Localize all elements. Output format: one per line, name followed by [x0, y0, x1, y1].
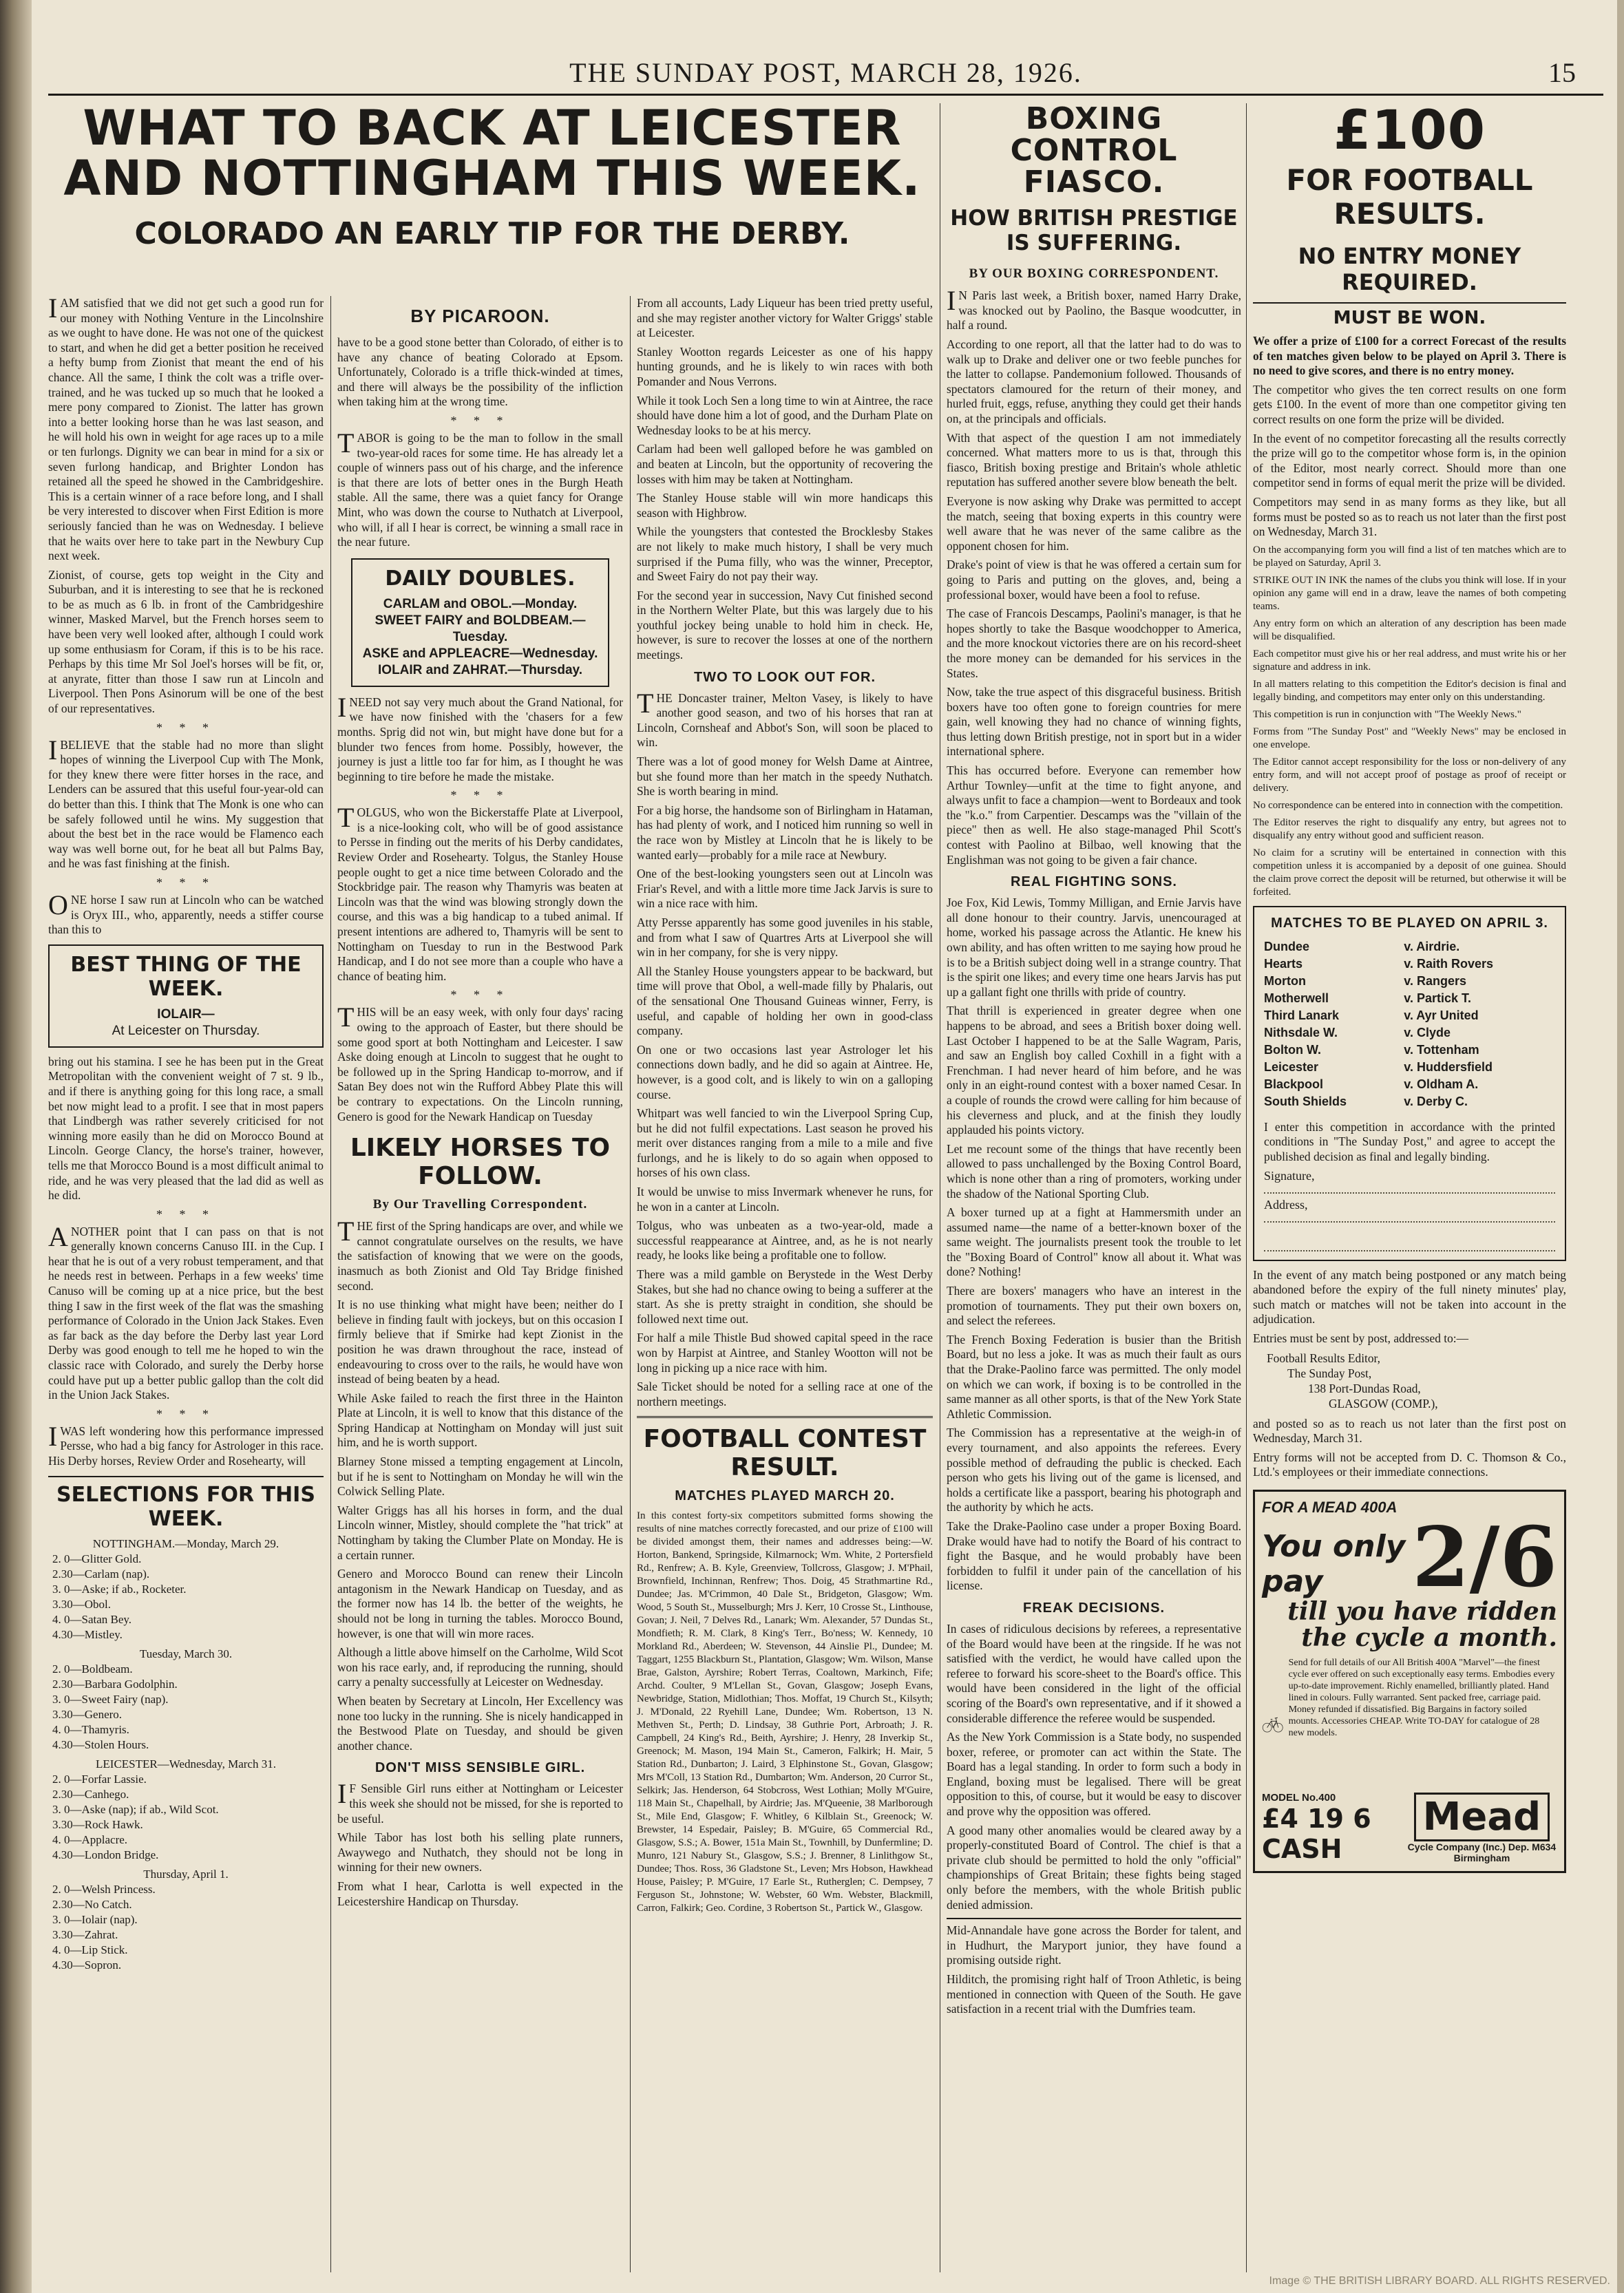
racing-para: While Tabor has lost both his selling plate runners, Awaywego and Nuthatch, they should not be long in winning for their new owners.: [337, 1830, 623, 1874]
prize-rule: Any entry form on which an alteration of any description has been made will be disqualified.: [1253, 617, 1566, 642]
racing-para: Sale Ticket should be noted for a selling race at one of the northern meetings.: [637, 1380, 933, 1408]
prize-rule: The Editor cannot accept responsibility for the loss or non-delivery of any entry form, and will not accept proof of postage as proof of receipt or delivery.: [1253, 756, 1566, 794]
racing-para: While the youngsters that contested the Brocklesby Stakes are not likely to make much history, I shall be very much surprised if the Puma filly, who was the winner, Preceptor, and Sweet Fairy do not pay their way.: [637, 525, 933, 584]
selection-item: 3. 0—Iolair (nap).: [52, 1912, 138, 1926]
selections-list: [48, 1536, 324, 1973]
signature-label: Signature,: [1264, 1168, 1315, 1183]
prize-rule: This competition is run in conjunction with "The Weekly News.": [1253, 708, 1521, 720]
racing-para: There was a lot of good money for Welsh Dame at Aintree, but she found more than her match in the speedy Nuthatch. She is worth bearing in mind.: [637, 754, 933, 799]
ad-cash-price: £4 19 6 CASH: [1262, 1803, 1371, 1864]
match-row[interactable]: [1264, 973, 1555, 990]
match-home-team[interactable]: Dundee: [1264, 939, 1310, 953]
dont-miss-title: DON'T MISS SENSIBLE GIRL.: [375, 1760, 586, 1776]
ad-body: Send for full details of our All British 400A "Marvel"—the finest cycle ever offered on such exceptionally easy terms. Embodies every up-to-date improvement. Richly enamelled, brilliantly plated. Hand lined in colours. Fully warranted. Sent packed free, carriage paid. Money refunded if dissatisfied. Big Bargains in factory soiled mounts. Accessories CHEAP. Write TO-DAY for catalogue of 28 new models.: [1288, 1657, 1555, 1738]
boxing-para: The French Boxing Federation is busier than the British Board, but no less a joke. It was as much their fault as ours that the Drake-Paolino farce was permitted. The only model on which we can work, if boxing is to be controlled in the same manner as all other sports, is that of the New York State Athletic Commission.: [947, 1332, 1241, 1421]
selection-item: 4.30—Sopron.: [52, 1958, 122, 1972]
prize-rule: Each competitor must give his or her real address, and must write his or her signature and address in ink.: [1253, 648, 1566, 673]
selection-day: Thursday, April 1.: [143, 1867, 229, 1881]
divider: [1253, 302, 1566, 304]
racing-para: Stanley Wootton regards Leicester as one of his happy hunting grounds, and he is likely to win races with both Pomander and Nous Verrons.: [637, 344, 933, 388]
page-right-edge: [1617, 0, 1624, 2293]
racing-headline: WHAT TO BACK AT LEICESTER AND NOTTINGHAM THIS WEEK.: [63, 100, 921, 207]
prize-para: In the event of no competitor forecasting all the results correctly the prize will go to the competitor whose form is, in the opinion of the Editor, most nearly correct. Should more than one competitor send in forms of equal merit the prize will be divided.: [1253, 431, 1566, 490]
column-rule: [630, 296, 631, 2272]
column-rule: [1246, 103, 1247, 2272]
racing-para: THIS will be an easy week, with only four days' racing owing to the approach of Easter, but there should be some good sport at both Nottingham and Leicester. I saw Aske doing enough at Lincoln to suggest that he ought to be followed up in the Spring Handicap to-morrow, and if Satan Bey does not win the Rufford Abbey Plate this will be contrary to expectations. On the Lincoln running, Genero is good for the Newark Handicap on Tuesday: [337, 1002, 623, 1123]
match-row[interactable]: [1264, 1042, 1555, 1059]
best-thing-where: At Leicester on Thursday.: [112, 1023, 260, 1038]
ad-footer: [1262, 1792, 1557, 1864]
match-home-team[interactable]: Leicester: [1264, 1059, 1319, 1074]
selections-box: [48, 1476, 324, 1978]
boxing-byline: BY OUR BOXING CORRESPONDENT.: [969, 266, 1219, 282]
racing-para: Blarney Stone missed a tempting engagement at Lincoln, but if he is sent to Nottingham on Monday he will win the Colwick Selling Plate.: [337, 1455, 623, 1499]
match-row[interactable]: [1264, 1007, 1555, 1024]
employees-text: Entry forms will not be accepted from D. C. Thomson & Co., Ltd.'s employees or their immediate connections.: [1253, 1450, 1566, 1479]
address-field-line-2[interactable]: [1264, 1227, 1555, 1251]
selection-day: LEICESTER—Wednesday, March 31.: [96, 1757, 276, 1771]
ad-brand: Mead: [1414, 1793, 1550, 1841]
match-row[interactable]: [1264, 1059, 1555, 1076]
match-away-team[interactable]: v. Rangers: [1404, 973, 1466, 988]
football-contest-block: [637, 1416, 933, 1915]
section-stars: * * *: [450, 413, 510, 427]
likely-horses-title: LIKELY HORSES TO FOLLOW.: [350, 1134, 611, 1191]
boxing-para: There are boxers' managers who have an interest in the promotion of tournaments. They put their own boxers on, and select the referees.: [947, 1284, 1241, 1328]
selection-item: 2. 0—Forfar Lassie.: [52, 1772, 147, 1786]
mead-cycle-ad: [1253, 1490, 1566, 1873]
selection-item: 4.30—London Bridge.: [52, 1848, 159, 1861]
daily-double-line: SWEET FAIRY and BOLDBEAM.—Tuesday.: [375, 613, 586, 644]
racing-para: While Aske failed to reach the first three in the Hainton Plate at Lincoln, it is well to know that this distance of the Spring Handicap at Nottingham on Monday will just suit him, and he is worth support.: [337, 1391, 623, 1450]
racing-para: The Stanley House stable will win more handicaps this season with Highbrow.: [637, 491, 933, 520]
prize-rule: In all matters relating to this competition the Editor's decision is final and legally binding, and competitors may enter only on this understanding.: [1253, 678, 1566, 703]
bicycle-icon: [1262, 1657, 1283, 1788]
racing-para: There was a mild gamble on Berystede in the West Derby Stakes, but she had no chance owing to being a sufferer at the start. As she is pretty straight in condition, she should be followed next time out.: [637, 1267, 933, 1326]
racing-para: When beaten by Secretary at Lincoln, Her Excellency was none too lucky in the running. She is nicely handicapped in the Bestwood Plate on Tuesday, and should be given another chance.: [337, 1693, 623, 1753]
boxing-headline: BOXING CONTROL FIASCO.: [1010, 103, 1178, 200]
page-binding-edge: [0, 0, 32, 2293]
agree-text: I enter this competition in accordance with the printed conditions in "The Sunday Post," and agree to accept the published decision as final and legally binding.: [1264, 1119, 1555, 1164]
column-1: [48, 296, 324, 2272]
selection-item: 4. 0—Satan Bey.: [52, 1612, 132, 1626]
racing-para: THE first of the Spring handicaps are over, and while we cannot congratulate ourselves on the results, we have the satisfaction of knowing that we were on the goods, inasmuch as both Zionist and Old Tay Bridge finished second.: [337, 1216, 623, 1293]
racing-para: TOLGUS, who won the Bickerstaffe Plate at Liverpool, is a nice-looking colt, who will be of good assistance to Persse in finding out the merits of his Derby candidates, Review Order and Rosehearty. Tolgus, the Stanley House people ought to get a nice time between Colorado and the Stockbridge pair. The reason why Thamyris was beaten at Lincoln was that the wind was blowing strongly down the course, and this was a big handicap to a tubed animal. If present intentions are adhered to, Thamyris will be sent to Nottingham on Tuesday to run in the Bestwood Park Handicap, and I do not see more than a couple who have a chance of beating him.: [337, 802, 623, 983]
prize-para: The competitor who gives the ten correct results on one form gets £100. In the event of more than one competitor giving ten correct results on one form the prize will be divided.: [1253, 382, 1566, 427]
selection-item: 2. 0—Boldbeam.: [52, 1662, 133, 1676]
daily-double-line: ASKE and APPLEACRE—Wednesday.: [362, 646, 598, 661]
racing-para: Although a little above himself on the Carholme, Wild Scot won his race early, and, if reproducing the running, should carry a penalty successfully at Leicester on Wednesday.: [337, 1645, 623, 1689]
match-row[interactable]: [1264, 1093, 1555, 1110]
address-block: [1267, 1351, 1566, 1411]
daily-double-line: IOLAIR and ZAHRAT.—Thursday.: [378, 662, 582, 677]
selection-item: 3. 0—Aske; if ab., Rocketer.: [52, 1582, 187, 1596]
football-contest-subtitle: MATCHES PLAYED MARCH 20.: [675, 1488, 895, 1504]
matches-title: MATCHES TO BE PLAYED ON APRIL 3.: [1271, 915, 1548, 931]
prize-rules: [1253, 544, 1566, 899]
match-away-team[interactable]: v. Derby C.: [1404, 1094, 1468, 1108]
racing-headline-block: [48, 100, 936, 251]
must-be-won: MUST BE WON.: [1333, 308, 1486, 329]
selection-item: 4. 0—Lip Stick.: [52, 1943, 128, 1956]
match-row[interactable]: [1264, 990, 1555, 1007]
prize-rule: No claim for a scrutiny will be entertained in connection with this competition unless it is accompanied by a deposit of one guinea. Should the claim prove correct the deposit will be returned, but otherwise it will be forfeited.: [1253, 847, 1566, 898]
football-para: Mid-Annandale have gone across the Border for talent, and in Hudhurt, the Maryport junior, they have found a promising outside right.: [947, 1923, 1241, 1967]
ad-till: till you have ridden the cycle a month.: [1287, 1596, 1557, 1652]
boxing-para: A good many other anomalies would be cleared away by a properly-constituted Board of Control. The chief is that a private club should be permitted to hold the only "official" championships of Great Britain; these fights being staged only before the members, with the whole British public denied admission.: [947, 1823, 1241, 1912]
boxing-para: Take the Drake-Paolino case under a proper Boxing Board. Drake would have had to notify the Board of his contract to fight the Basque, and he would probably have been forbidden to fulfil it under pain of the cancellation of his license.: [947, 1519, 1241, 1593]
freak-decisions-title: FREAK DECISIONS.: [1022, 1600, 1166, 1616]
racing-para: All the Stanley House youngsters appear to be backward, but time will prove that Obol, a well-made filly by Phalaris, out of the sensational One Thousand Guineas winner, Ferry, is useful, and capable of holding her own in good-class company.: [637, 964, 933, 1038]
matches-table: [1264, 938, 1555, 1110]
selection-item: 2.30—No Catch.: [52, 1897, 132, 1911]
section-stars: * * *: [450, 788, 510, 803]
boxing-subhead: HOW BRITISH PRESTIGE IS SUFFERING.: [950, 206, 1238, 256]
prize-rule: On the accompanying form you will find a list of ten matches which are to be played on Saturday, April 3.: [1253, 544, 1566, 569]
address-label: Address,: [1264, 1197, 1308, 1212]
prize-rule: The Editor reserves the right to disqualify any entry, but agrees not to disqualify any entry without good and sufficient reason.: [1253, 816, 1566, 841]
ad-price-row: [1262, 1508, 1557, 1606]
ad-model-block: [1262, 1792, 1406, 1864]
racing-para: One of the best-looking youngsters seen out at Lincoln was Friar's Revel, and with a little more time Jack Jarvis is sure to win a nice race with him.: [637, 867, 933, 911]
boxing-para: Everyone is now asking why Drake was permitted to accept the match, seeing that boxing experts in this country were well aware that he was never of the same calibre as the opponent chosen for him.: [947, 494, 1241, 553]
daily-double-line: CARLAM and OBOL.—Monday.: [383, 596, 578, 611]
racing-para: TABOR is going to be the man to follow in the small two-year-old races for some time. He has already let a couple of winners pass out of his charge, and the inference is that there are lots of better ones in the Burgh Heath stable. All the same, there was a quiet fancy for Orange Mint, who was down the course to Nuthatch at Liverpool, who will, if all I hear is correct, be winning a small race in the near future.: [337, 427, 623, 549]
racing-para: From all accounts, Lady Liqueur has been tried pretty useful, and she may register another victory for Walter Griggs' stable at Leicester.: [637, 296, 933, 340]
racing-para: THE Doncaster trainer, Melton Vasey, is likely to have another good season, and two of his horses that ran at Lincoln, Cornsheaf and Abbot's Son, will soon be placed to win.: [637, 687, 933, 750]
racing-para: For a big horse, the handsome son of Birlingham in Hataman, has had plenty of work, and I noticed him running so well in the race won by Mistley at Lincoln that he is likely to be wanted early—probably for a mile race at Newbury.: [637, 803, 933, 862]
entry-form: [1253, 906, 1566, 1261]
address-line: 138 Port-Dundas Road,: [1308, 1381, 1421, 1395]
racing-para: ONE horse I saw run at Lincoln who can be watched is Oryx III., who, apparently, needs a stiffer course than this to: [48, 889, 324, 937]
racing-subhead: COLORADO AN EARLY TIP FOR THE DERBY.: [134, 215, 850, 251]
daily-doubles-title: DAILY DOUBLES.: [385, 566, 576, 591]
selections-title: SELECTIONS FOR THIS WEEK.: [56, 1482, 315, 1531]
column-4: [947, 103, 1241, 2272]
racing-para: Carlam had been well galloped before he was gambled on and beaten at Lincoln, but the opportunity of recovering the losses with him may be taken at Nottingham.: [637, 442, 933, 486]
entries-must: Entries must be sent by post, addressed to:—: [1253, 1331, 1468, 1345]
match-row[interactable]: [1264, 938, 1555, 955]
two-to-look-title: TWO TO LOOK OUT FOR.: [693, 669, 876, 685]
ad-model-label: MODEL No.400: [1262, 1791, 1336, 1804]
selection-item: 3.30—Rock Hawk.: [52, 1817, 143, 1831]
match-home-team[interactable]: Morton: [1264, 973, 1306, 988]
address-line: Football Results Editor,: [1267, 1351, 1380, 1365]
selection-day: Tuesday, March 30.: [139, 1647, 233, 1660]
match-away-team[interactable]: v. Partick T.: [1404, 991, 1471, 1005]
racing-para: Zionist, of course, gets top weight in the City and Suburban, and it is interesting to see that he is reckoned to be as much as 6 lb. in front of the Cambridgeshire winner, Masked Marvel, but the French horses seem to have been very well looked after, although I could work up some enthusiasm for Coram, if this is to be his race. Perhaps by this time Mr Sol Joel's horses will be fit, or, at anyrate, fitter than those I saw run at Lincoln and Liverpool. Then Pons Asinorum will be one of the best of our representatives.: [48, 567, 324, 716]
boxing-para: In cases of ridiculous decisions by referees, a representative of the Board would have been at the ringside. If he was not satisfied with the verdict, he would have called upon the referee to forward his score-sheet to the Board's office. This would have been considered in the light of the official scoring of the Board's own representative, and if it showed a considerable difference the referee would be suspended.: [947, 1621, 1241, 1725]
match-away-team[interactable]: v. Huddersfield: [1404, 1059, 1493, 1074]
column-3: [637, 296, 933, 2272]
boxing-para: Joe Fox, Kid Lewis, Tommy Milligan, and Ernie Jarvis have all done honour to their country. Jarvis, unencouraged at home, worked his passage across the Atlantic. He knew his own ability, and has often written to me saying how proud he is to be a British subject doing well in a strange country. That is the spirit one likes; and every time one hears Jarvis has put up a gallant fight one thrills with pride of country.: [947, 896, 1241, 999]
boxing-para: Let me recount some of the things that have recently been allowed to pass unchallenged by the Boxing Control Board, which is none other than a ring of promoters, working under the shadow of the National Sporting Club.: [947, 1141, 1241, 1201]
boxing-para: This has occurred before. Everyone can remember how Arthur Townley—unfit at the time to fight anyone, and always unfit to face a champion—went to Bordeaux and took the "k.o." from Carpentier. Descamps was the "villain of the piece" then as well. He also stage-managed Phil Scott's contest with Paolino at Bilbao, well knowing that the Englishman was not going to be given a fair chance.: [947, 763, 1241, 867]
selection-item: 3.30—Genero.: [52, 1707, 123, 1721]
match-home-team[interactable]: Motherwell: [1264, 991, 1329, 1005]
match-away-team[interactable]: v. Clyde: [1404, 1025, 1451, 1039]
selection-item: 2. 0—Glitter Gold.: [52, 1552, 142, 1565]
football-para: Hilditch, the promising right half of Troon Athletic, is being mentioned in connection with Queen of the South. He gave satisfaction in a recent trial with the Dumfries team.: [947, 1972, 1241, 2016]
column-5: [1253, 103, 1566, 2272]
prize-intro: We offer a prize of £100 for a correct Forecast of the results of ten matches given below to be played on April 3. There is no need to give scores, and there is no entry money.: [1253, 334, 1566, 378]
ad-you-pay: You only pay: [1262, 1528, 1406, 1599]
selection-item: 4.30—Mistley.: [52, 1627, 123, 1641]
best-thing-box: [48, 944, 324, 1048]
boxing-para: With that aspect of the question I am not immediately concerned. What matters more to us is that, through this fiasco, British boxing prestige and Britain's whole athletic reputation has suffered another severe blow beneath the belt.: [947, 430, 1241, 489]
prize-rule: Forms from "The Sunday Post" and "Weekly News" may be enclosed in one envelope.: [1253, 726, 1566, 750]
ad-top-line: FOR A MEAD 400A: [1262, 1498, 1398, 1516]
selection-item: 3.30—Obol.: [52, 1597, 111, 1611]
match-row[interactable]: [1264, 955, 1555, 973]
match-home-team[interactable]: Blackpool: [1264, 1077, 1324, 1091]
best-thing-horse: IOLAIR—: [157, 1006, 215, 1022]
racing-para: For half a mile Thistle Bud showed capital speed in the race won by Harpist at Aintree, and Stanley Wootton will not be long in picking up a nice race with him.: [637, 1331, 933, 1375]
boxing-para: Drake's point of view is that he was offered a certain sum for going to Paris and putting on the gloves, and, being a professional boxer, would have been a fool to refuse.: [947, 558, 1241, 602]
racing-para: Atty Persse apparently has some good juveniles in his stable, and from what I saw of Quartres Arts at Liverpool she will win in her company, for she is very nippy.: [637, 915, 933, 960]
selection-item: 2. 0—Welsh Princess.: [52, 1882, 156, 1896]
ad-brand-block: [1406, 1793, 1557, 1863]
selection-item: 3. 0—Aske (nap); if ab., Wild Scot.: [52, 1802, 219, 1816]
boxing-para: A boxer turned up at a fight at Hammersmith under an assumed name—the name of a better-known boxer of the same weight. The journalists present took the trouble to let the "Boxing Board of Control" know all about it. What was done? Nothing!: [947, 1205, 1241, 1279]
racing-para: For the second year in succession, Navy Cut finished second in the Northern Welter Plate, but this was largely due to his youthful jockey being unable to hold him in check. He, however, is sure to recover the losses at one of the northern meetings.: [637, 588, 933, 662]
closing-text: and posted so as to reach us not later than the first post on Wednesday, March 31.: [1253, 1416, 1566, 1446]
selection-item: 2.30—Canhego.: [52, 1787, 129, 1801]
masthead-title: THE SUNDAY POST, MARCH 28, 1926.: [569, 57, 1082, 88]
ad-price: 2/6: [1412, 1508, 1557, 1606]
prize-headline: £100: [1333, 103, 1486, 162]
copyright-notice: Image © THE BRITISH LIBRARY BOARD. ALL RIGHTS RESERVED.: [1269, 2275, 1610, 2287]
address-line: The Sunday Post,: [1287, 1366, 1372, 1380]
racing-para: From what I hear, Carlotta is well expected in the Leicestershire Handicap on Thursday.: [337, 1879, 623, 1908]
prize-rule: No correspondence can be entered into in connection with the competition.: [1253, 799, 1563, 811]
prize-subhead: FOR FOOTBALL RESULTS.: [1286, 163, 1533, 231]
racing-para: Walter Griggs has all his horses in form, and the dual Lincoln winner, Mistley, should complete the "hat trick" at Nottingham by taking the Clumber Plate on Monday. He is a certain runner.: [337, 1503, 623, 1562]
racing-para: Tolgus, who was unbeaten as a two-year-old, made a successful reappearance at Aintree, and, as he is not nearly ready, he looks like being a profitable one to follow.: [637, 1218, 933, 1262]
postponed-text: In the event of any match being postponed or any match being abandoned before the expiry of the full ninety minutes' play, such match or matches will not be taken into account in the adjudication.: [1253, 1267, 1566, 1327]
racing-para: IAM satisfied that we did not get such a good run for our money with Nothing Venture in the Lincolnshire as we ought to have done. He was not one of the quickest to start, and when he did get a better position he received a hefty bump from Zionist that meant the end of his chance. All the same, I think the colt was a trifle over-trained, and he was tucked up so much that he looked a mere pony compared to Zionist. The latter has grown into a better looking horse than he was last season, and he will hold his own in weight for age races up to a mile or ten furlongs. Dignity we can bear in mind for a six or seven furlong handicap, and Brighter London has retained all the speed he showed in the Cambridgeshire. This is a certain winner of a race before long, and I shall be very interested to discover when First Edition is more seriously fancied than he was on Wednesday. I believe that he waits over here to take part in the Newbury Cup next week.: [48, 296, 324, 563]
match-row[interactable]: [1264, 1024, 1555, 1042]
selection-item: 3.30—Zahrat.: [52, 1927, 118, 1941]
no-entry-money: NO ENTRY MONEY REQUIRED.: [1298, 243, 1521, 296]
match-home-team[interactable]: South Shields: [1264, 1094, 1347, 1108]
racing-para: On one or two occasions last year Astrologer let his connections down badly, and he did so again at Aintree. He, however, is a good colt, and is likely to win on a galloping course.: [637, 1042, 933, 1101]
section-stars: * * *: [450, 988, 510, 1002]
racing-para: INEED not say very much about the Grand National, for we have now finished with the 'chasers for a few months. Sprig did not win, but might have done but for a blunder two fences from home. Possibly, however, the journey is just a little too far for him, as I thought he was beginning to tire before he made the mistake.: [337, 691, 623, 783]
selection-item: 4. 0—Thamyris.: [52, 1722, 129, 1736]
selection-item: 4. 0—Applacre.: [52, 1832, 128, 1846]
football-contest-body: In this contest forty-six competitors submitted forms showing the results of nine matches correctly forecasted, and our prize of £100 will be divided amongst them, their names and addresses being:—W. Horton, Bankend, Springside, Kilmarnock; Wm. White, 2 Portersfield Rd., Renfrew; A. B. Kyle, Greenview, Tollcross, Glasgow; J. M'Phail, Brownfield, Inchinnan, Renfrew; Thos. Doig, 45 Strathmartine Rd., Dundee; Jas. M'Crimmon, 40 Dale St., Bridgeton, Glasgow; Wm. Wood, 5 South St., Musselburgh; Mrs J. Kerr, 10 Crosse St., Linthouse, Govan; J. Neil, 7 Delves Rd., Lanark; Wm. Alexander, 57 Dundas St., Mondfieth; R. M. Clark, 8 King's Terr., Bo'ness; W. Kennedy, 10 Morkland Rd., Aberdeen; W. Stevenson, 44 Ainslie Pl., Dundee; M. Taggart, 1255 Blackburn St., Plantation, Glasgow; Wm. Wilson, Manse Brae, Galston, Ayrshire; Robert Terras, Coaltown, Markinch, Fife; Archd. Coulter, 9 M'Lellan St., Govan, Glasgow; Joseph Evans, Newbridge, Station, Midlothian; Thos. Moffat, 19 Church St., Kilsyth; J. M'Donald, 22 Ryehill Lane, Dundee; Wm. Robertson, 13 N. Methven St., Perth; D. Lindsay, 38 Guthrie Port, Arbroath; J. R. Campbell, 24 King's Rd., Beith, Ayrshire; J. Henry, 28 Inverkip St., Greenock; M. Mason, 194 Main St., Cameron, Falkirk; H. Mair, 5 Station Rd., Dunbarton; J. Laird, 3 Elphinstone St., Govan, Glasgow; Mrs M'Coll, 13 Station Rd., Dumbarton; Wm. Anderson, 20 Curror St., Selkirk; Jas. Henderson, 64 Stobcross, West Lothian; Molly M'Guire, 118 Main St., Chapelhall, by Airdrie; Jas. M'Queenie, 38 Marlborough St., Mile End, Glasgow; F. Whitley, 6 Kilblain St., Greenock; W. Brewster, 14 Espedair, Paisley; B. M'Guire, 65 Commercial Rd., Glasgow, S.S.; A. Bower, 151a Main St., Townhill, by Dunfermline; D. Munro, 121 Nabury St., Glasgow, S.S.; J. Brenner, 8 Linlithgow St., Dundee; Thos. Ross, 36 Gladstone St., Leven; Mrs Hobson, Hawkhead House, Paisley; P. M'Guire, 17 Earle St., Rutherglen; C. Dempsey, 7 Ferguson St., Johnstone; W. Webster, 60 Wm. Webster, Blackmill, Carron, Falkirk; Geo. Cordine, 3 Robertson St., Partick W., Glasgow.: [637, 1510, 933, 1914]
signature-field[interactable]: [1264, 1169, 1555, 1194]
match-home-team[interactable]: Third Lanark: [1264, 1008, 1340, 1022]
boxing-para: As the New York Commission is a State body, no suspended boxer, referee, or promoter can act within the State. The Board has a legal standing. In order to form such a body in England, boxing must be legalised. There will be great opposition to this, of course, but it would be easy to discover and prove why the opposition was offered.: [947, 1730, 1241, 1819]
best-thing-title: BEST THING OF THE WEEK.: [70, 952, 302, 1001]
selection-day: NOTTINGHAM.—Monday, March 29.: [92, 1536, 280, 1550]
ad-company: Cycle Company (Inc.) Dep. M634 Birmingham: [1407, 1841, 1557, 1863]
selection-item: 3. 0—Sweet Fairy (nap).: [52, 1692, 169, 1706]
racing-para: It is no use thinking what might have been; neither do I believe in finding fault with jockeys, but on this occasion I firmly believe that if Smirke had kept Zionist in the position he was drawn throughout the race, instead of endeavouring to cross over to the rails, he would have won instead of being beaten by a head.: [337, 1298, 623, 1386]
section-stars: * * *: [156, 1207, 215, 1221]
section-stars: * * *: [156, 875, 215, 889]
racing-para: IBELIEVE that the stable had no more than slight hopes of winning the Liverpool Cup with The Monk, for they knew there were fitter horses in the race, and Lenders can be assured that this useful four-year-old can do better than this. I think that The Monk is one who can be safely followed until he wins. My suggestion that about the best bet in the race would be Flamenco each way was well borne out, for he beat all but Palms Bay, and he was fast finishing at the finish.: [48, 734, 324, 871]
match-away-team[interactable]: v. Oldham A.: [1404, 1077, 1479, 1091]
page-number: 15: [1548, 57, 1576, 88]
racing-para: IF Sensible Girl runs either at Nottingham or Leicester this week she should not be missed, for she is reported to be useful.: [337, 1778, 623, 1826]
racing-para: While it took Loch Sen a long time to win at Aintree, the race should have done him a lot of good, and the Durham Plate on Wednesday looks to be at his mercy.: [637, 393, 933, 437]
divider: [947, 1918, 1241, 1919]
football-contest-title: FOOTBALL CONTEST RESULT.: [643, 1425, 927, 1482]
ad-body-row: [1262, 1657, 1557, 1788]
racing-para: ANOTHER point that I can pass on that is not generally known concerns Canuso III. in the Cup. I hear that he is out of a very robust temperament, and that he needs rest in between. Perhaps in a few weeks' time Canuso will be coming up at a nice price, but the best thing I saw in the first week of the flat was the smashing performance of Colorado in the Union Jack Stakes. Even as far back as the day before the Derby last year Lord Derby was good enough to tell me he hoped to win the classic race with Colorado, and surely the Derby horse could have put up a better public gallop than the colt did in the Union Jack Stakes.: [48, 1221, 324, 1402]
real-fighting-title: REAL FIGHTING SONS.: [1011, 874, 1177, 890]
match-away-team[interactable]: v. Airdrie.: [1404, 939, 1460, 953]
racing-para: Whitpart was well fancied to win the Liverpool Spring Cup, but he did not fulfil expectations. Last season he proved his merit over distances ranging from a mile to a mile and five furlongs, and he is likely to do so again when opposed to horses of his own class.: [637, 1106, 933, 1180]
address-line: GLASGOW (COMP.),: [1329, 1396, 1438, 1410]
selection-item: 2.30—Barbara Godolphin.: [52, 1677, 178, 1691]
section-stars: * * *: [156, 720, 215, 735]
racing-byline: BY PICAROON.: [410, 306, 550, 326]
racing-para: have to be a good stone better than Colorado, of either is to have any chance of beating Colorado at Epsom. Unfortunately, Colorado is a trifle thick-winded at times, and there will always be the possibility of the infliction when taking him at the wrong time.: [337, 335, 623, 409]
racing-para: IWAS left wondering how this performance impressed Persse, who had a big fancy for Astrologer in this race. His Derby horses, Review Order and Rosehearty, will: [48, 1420, 324, 1468]
match-away-team[interactable]: v. Ayr United: [1404, 1008, 1479, 1022]
selection-item: 4.30—Stolen Hours.: [52, 1737, 149, 1751]
racing-para: It would be unwise to miss Invermark whenever he runs, for he won in a canter at Lincoln.: [637, 1185, 933, 1214]
match-away-team[interactable]: v. Tottenham: [1404, 1042, 1479, 1057]
boxing-para: IN Paris last week, a British boxer, named Harry Drake, was knocked out by Paolino, the Basque woodcutter, in half a round.: [947, 285, 1241, 332]
match-home-team[interactable]: Nithsdale W.: [1264, 1025, 1338, 1039]
address-field[interactable]: [1264, 1198, 1555, 1223]
column-rule: [330, 296, 331, 2272]
prize-rule: STRIKE OUT IN INK the names of the clubs you think will lose. If in your opinion any game will end in a draw, leave the names of both competing teams.: [1253, 574, 1566, 612]
racing-para: Genero and Morocco Bound can renew their Lincoln antagonism in the Newark Handicap on Tuesday, and as the former now has 14 lb. the better of the weights, he should not be long in turning the tables. Morocco Bound, however, is one that will win more races.: [337, 1567, 623, 1640]
match-home-team[interactable]: Bolton W.: [1264, 1042, 1321, 1057]
daily-doubles-box: [351, 558, 609, 687]
boxing-para: According to one report, all that the latter had to do was to walk up to Drake and deliver one or two feeble punches for the latter to collapse. Pandemonium followed. Thousands of spectators clamoured for the return of their money, and hurled fruit, eggs, refuse, anything they could get their hands on, at the principals and officials.: [947, 337, 1241, 425]
match-row[interactable]: [1264, 1076, 1555, 1093]
racing-para: bring out his stamina. I see he has been put in the Great Metropolitan with the convenient weight of 7 st. 9 lb., and if there is anything going for this long race, a small bet now might lead to a profit. I see that in most papers that Lindbergh was rather severely criticised for not winning more easily than he did on Morocco Bound at Lincoln. George Clancy, the horse's trainer, however, tells me that Morocco Bound is a most difficult animal to ride, and he was very pleased that the lad did as well as he did.: [48, 1054, 324, 1203]
section-stars: * * *: [156, 1406, 215, 1421]
boxing-para: That thrill is experienced in greater degree when one happens to be abroad, and sees a British boxer doing well. Last October I happened to be at the Salle Wagram, Paris, and saw an English boy called Coxhill in a fight with a Frenchman. I had never heard of him before, and he was only in an eight-round contest with a boxer named Cesar. In a couple of rounds the crowd were calling for him because of his cleverness and pluck, and at the finish they loudly applauded his points victory.: [947, 1004, 1241, 1137]
match-away-team[interactable]: v. Raith Rovers: [1404, 956, 1493, 971]
column-2: [337, 296, 623, 2272]
boxing-para: The Commission has a representative at the weigh-in of every tournament, and also appoints the referees. Every possible method of defrauding the public is checked. Each person who gets his living out of the game is licensed, and holds a certificate like a passport, bearing his photograph and the authority by which he acts.: [947, 1426, 1241, 1514]
boxing-para: Now, take the true aspect of this disgraceful business. British boxers have too often gone to foreign countries for mere gain, well knowing they had no chance of winning fights, thus letting down British prestige, not in sport but in a wider international sphere.: [947, 685, 1241, 759]
boxing-para: The case of Francois Descamps, Paolini's manager, is that he hopes shortly to take the Basque woodchopper to America, and the more knockout victories there are on his record-sheet the more money can be demanded for his services in the States.: [947, 606, 1241, 680]
prize-para: Competitors may send in as many forms as they like, but all forms must be posted so as to reach us not later than the first post on Wednesday, March 31.: [1253, 495, 1566, 539]
selection-item: 2.30—Carlam (nap).: [52, 1567, 150, 1581]
match-home-team[interactable]: Hearts: [1264, 956, 1303, 971]
masthead: [48, 54, 1603, 96]
likely-horses-byline: By Our Travelling Correspondent.: [372, 1197, 588, 1212]
